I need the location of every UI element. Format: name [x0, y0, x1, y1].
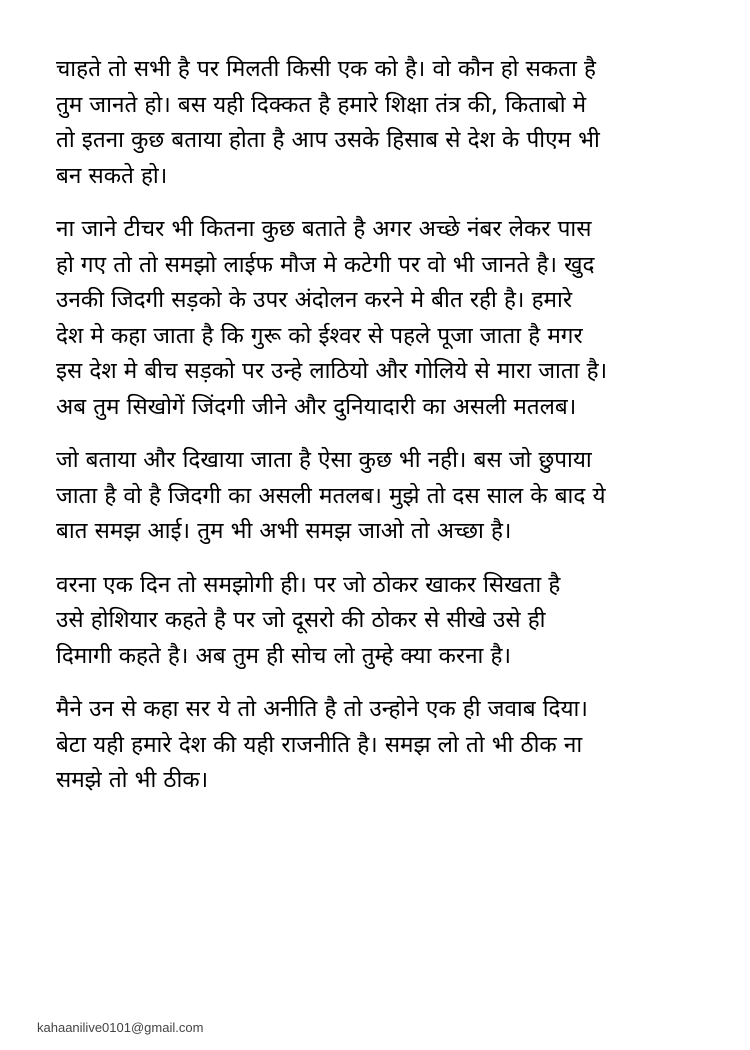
paragraph-line: अब तुम सिखोगें जिंदगी जीने और दुनियादारी का असली मतलब। — [56, 393, 577, 420]
paragraph-line: जाता है वो है जिदगी का असली मतलब। मुझे तो दस साल के बाद ये — [56, 482, 606, 509]
paragraph-3 — [56, 443, 696, 550]
paragraph-line: तो इतना कुछ बताया होता है आप उसके हिसाब से देश के पीएम भी — [56, 127, 600, 153]
paragraph-line: इस देश मे बीच सड़को पर उन्हे लाठियो और गोलिये से मारा जाता है। — [56, 358, 608, 384]
paragraph-line: हो गए तो तो समझो लाईफ मौज मे कटेगी पर वो भी जानते है। खुद — [56, 251, 595, 278]
paragraph-line: मैने उन से कहा सर ये तो अनीति है तो उन्होने एक ही जवाब दिया। — [56, 696, 588, 722]
paragraph-line: समझे तो भी ठीक। — [56, 767, 209, 793]
paragraph-4 — [56, 568, 696, 675]
paragraph-5 — [56, 692, 696, 799]
paragraph-2 — [56, 212, 696, 425]
paragraph-line: उनकी जिदगी सड़को के उपर अंदोलन करने मे बीत रही है। हमारे — [56, 287, 573, 313]
paragraph-line: वरना एक दिन तो समझोगी ही। पर जो ठोकर खाकर सिखता है — [56, 571, 561, 598]
paragraph-line: बन सकते हो। — [56, 162, 168, 189]
footer-email: kahaanilive0101@gmail.com — [37, 1020, 204, 1035]
paragraph-line: दिमागी कहते है। अब तुम ही सोच लो तुम्हे क्या करना है। — [56, 642, 512, 669]
paragraph-line: तुम जानते हो। बस यही दिक्कत है हमारे शिक्षा तंत्र की, किताबो मे — [56, 91, 587, 118]
paragraph-line: देश मे कहा जाता है कि गुरू को ईश्वर से पहले पूजा जाता है मगर — [56, 322, 583, 349]
paragraph-line: बेटा यही हमारे देश की यही राजनीति है। समझ लो तो भी ठीक ना — [56, 731, 583, 758]
paragraph-1 — [56, 52, 696, 194]
paragraph-line: चाहते तो सभी है पर मिलती किसी एक को है। वो कौन हो सकता है — [56, 56, 596, 82]
story-body — [56, 52, 696, 817]
paragraph-line: ना जाने टीचर भी कितना कुछ बताते है अगर अच्छे नंबर लेकर पास — [56, 216, 592, 242]
paragraph-line: जो बताया और दिखाया जाता है ऐसा कुछ भी नही। बस जो छुपाया — [56, 447, 592, 473]
paragraph-line: उसे होशियार कहते है पर जो दूसरो की ठोकर से सीखे उसे ही — [56, 607, 546, 633]
paragraph-line: बात समझ आई। तुम भी अभी समझ जाओ तो अच्छा है। — [56, 518, 512, 544]
